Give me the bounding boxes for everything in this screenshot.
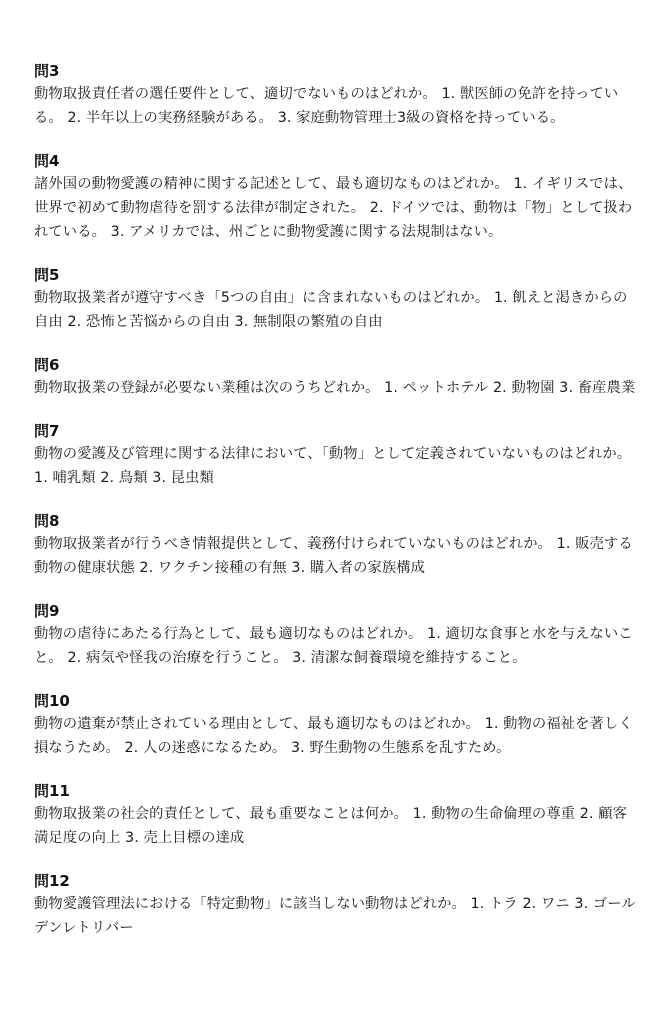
question-number: 問6	[34, 356, 60, 374]
question-text: 動物取扱業者が遵守すべき「5つの自由」に含まれないものはどれか。 1. 飢えと渇きからの自由 2. 恐怖と苦悩からの自由 3. 無制限の繁殖の自由	[34, 290, 628, 330]
question-text: 動物の愛護及び管理に関する法律において、「動物」として定義されていないものはどれか。 1. 哺乳類 2. 鳥類 3. 昆虫類	[34, 446, 632, 486]
question-number: 問3	[34, 62, 60, 80]
question-text: 動物取扱業の社会的責任として、最も重要なことは何か。 1. 動物の生命倫理の尊重 2. 顧客満足度の向上 3. 売上目標の達成	[34, 806, 628, 846]
question-item	[34, 780, 636, 850]
question-text: 動物の虐待にあたる行為として、最も適切なものはどれか。 1. 適切な食事と水を与えないこと。 2. 病気や怪我の治療を行うこと。 3. 清潔な飼養環境を維持すること。	[34, 626, 633, 666]
question-item	[34, 420, 636, 490]
question-number: 問12	[34, 872, 70, 890]
question-item	[34, 510, 636, 580]
question-item	[34, 264, 636, 334]
question-item	[34, 354, 636, 400]
question-number: 問7	[34, 422, 60, 440]
question-item	[34, 870, 636, 940]
question-number: 問11	[34, 782, 70, 800]
question-text: 動物取扱業の登録が必要ない業種は次のうちどれか。 1. ペットホテル 2. 動物園 3. 畜産農業	[34, 380, 636, 396]
question-number: 問5	[34, 266, 60, 284]
question-number: 問9	[34, 602, 60, 620]
question-item	[34, 600, 636, 670]
question-item	[34, 60, 636, 130]
question-text: 動物の遺棄が禁止されている理由として、最も適切なものはどれか。 1. 動物の福祉を著しく損なうため。 2. 人の迷惑になるため。 3. 野生動物の生態系を乱すため。	[34, 716, 633, 756]
question-text: 動物愛護管理法における「特定動物」に該当しない動物はどれか。 1. トラ 2. ワニ 3. ゴールデンレトリバー	[34, 896, 636, 936]
question-item	[34, 690, 636, 760]
question-text: 動物取扱業者が行うべき情報提供として、義務付けられていないものはどれか。 1. 販売する動物の健康状態 2. ワクチン接種の有無 3. 購入者の家族構成	[34, 536, 633, 576]
question-text: 諸外国の動物愛護の精神に関する記述として、最も適切なものはどれか。 1. イギリスでは、世界で初めて動物虐待を罰する法律が制定された。 2. ドイツでは、動物は「物」として扱われている。 3. アメリカでは、州ごとに動物愛護に関する法規制はない。	[34, 176, 633, 240]
question-number: 問4	[34, 152, 60, 170]
question-number: 問8	[34, 512, 60, 530]
question-text: 動物取扱責任者の選任要件として、適切でないものはどれか。 1. 獣医師の免許を持っている。 2. 半年以上の実務経験がある。 3. 家庭動物管理士3級の資格を持っている。	[34, 86, 619, 126]
question-item	[34, 150, 636, 244]
question-list	[34, 60, 636, 960]
question-number: 問10	[34, 692, 70, 710]
